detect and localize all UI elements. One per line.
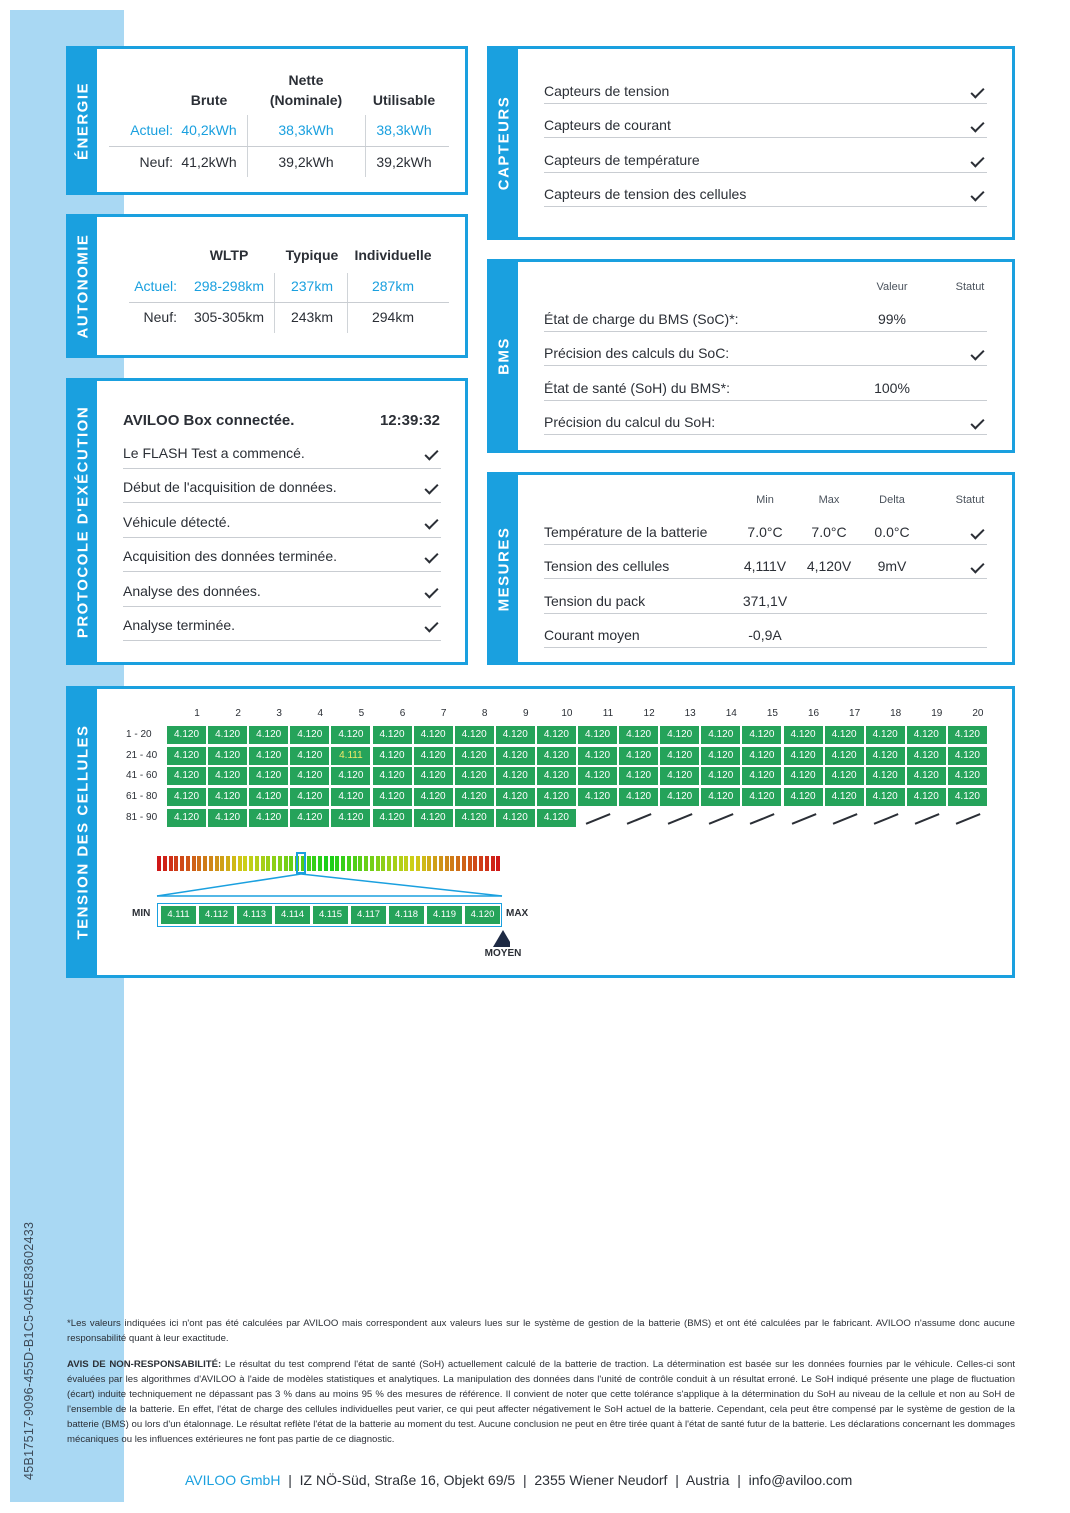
col-wltp: WLTP [209,247,249,263]
cell-voltage: 4.120 [414,809,453,827]
mesures-col-statut: Statut [955,494,985,506]
mesures-row-label: Température de la batterie [544,524,708,540]
cell-voltage: 4.120 [290,788,329,806]
cell-column-number: 20 [972,708,984,719]
scale-value: 4.112 [199,906,234,924]
footnote-bms: *Les valeurs indiquées ici n'ont pas été calculées par AVILOO mais correspondent aux valeurs lues sur le système de gestion de la batterie (BMS) et ont été calculées par le fabricant. AVILOO n'assume donc aucune responsabilité quant à leur exactitude. [67,1318,1015,1344]
cell-voltage: 4.120 [701,767,740,785]
check-icon [424,515,438,529]
capteurs-panel [487,46,1015,240]
protocole-title: PROTOCOLE D'EXÉCUTION [74,405,92,638]
col-nette-nominale: (Nominale) [269,92,343,108]
protocole-step: Analyse des données. [123,583,261,599]
scale-moyen-label: MOYEN [484,948,522,959]
cell-voltage: 4.120 [537,767,576,785]
cell-voltage: 4.120 [866,788,905,806]
cell-voltage: 4.120 [496,726,535,744]
capteur-item: Capteurs de courant [544,117,671,133]
cell-voltage: 4.120 [455,726,494,744]
autonomie-actuel-wltp: 298-298km [193,278,265,294]
cell-voltage: 4.120 [373,726,412,744]
cell-voltage: 4.120 [208,767,247,785]
cell-voltage: 4.120 [414,788,453,806]
bms-row-label: Précision des calculs du SoC: [544,345,730,361]
document-id: 45B17517-9096-455D-B1C5-045E83602433 [22,1221,36,1480]
cell-voltage: 4.120 [619,788,658,806]
cell-voltage: 4.120 [455,747,494,765]
energie-actuel-utilisable: 38,3kWh [376,122,432,138]
scale-min-label: MIN [132,908,151,919]
capteur-item: Capteurs de température [544,152,700,168]
autonomie-title: AUTONOMIE [74,233,92,339]
protocole-step: Début de l'acquisition de données. [123,479,337,495]
row-neuf-label: Neuf: [139,154,173,170]
cell-voltage: 4.120 [660,788,699,806]
cell-voltage: 4.120 [578,747,617,765]
cell-voltage: 4.120 [907,747,946,765]
check-icon [970,525,984,539]
cell-column-number: 10 [561,708,573,719]
autonomie-actuel-typique: 237km [290,278,334,294]
cell-voltage: 4.120 [784,767,823,785]
check-icon [424,480,438,494]
cell-voltage: 4.120 [742,747,781,765]
cell-row-label: 1 - 20 [126,729,152,740]
cell-voltage: 4.120 [578,726,617,744]
cell-voltage: 4.120 [373,788,412,806]
cell-voltage: 4.120 [784,726,823,744]
cell-voltage: 4.120 [742,726,781,744]
footer-address: | IZ NÖ-Süd, Straße 16, Objekt 69/5 | 2355 Wiener Neudorf | Austria | info@aviloo.com [280,1472,853,1488]
cell-voltage: 4.120 [249,788,288,806]
cell-row-label: 81 - 90 [126,811,158,823]
protocole-time: 12:39:32 [379,412,440,429]
energie-actuel-brute: 40,2kWh [181,122,237,138]
cell-column-number: 7 [440,708,447,719]
cell-column-number: 12 [643,708,655,719]
cell-voltage: 4.120 [660,726,699,744]
cell-voltage: 4.120 [167,809,206,827]
cell-voltage: 4.120 [249,767,288,785]
cell-column-number: 13 [684,708,696,719]
footer-company: AVILOO GmbH [185,1472,281,1488]
cell-column-number: 2 [235,708,241,719]
mesures-col-min: Min [756,494,774,506]
energie-title: ÉNERGIE [74,81,92,160]
capteur-item: Capteurs de tension [544,83,670,99]
cell-column-number: 17 [849,708,861,719]
cell-column-number: 4 [317,708,324,719]
cell-voltage: 4.120 [455,767,494,785]
cell-voltage: 4.120 [290,767,329,785]
cell-voltage: 4.120 [167,747,206,765]
autonomie-neuf-label: Neuf: [143,309,177,325]
check-icon [970,84,984,98]
cell-voltage: 4.120 [660,767,699,785]
protocole-step: Le FLASH Test a commencé. [123,445,305,461]
cell-voltage: 4.120 [414,747,453,765]
scale-value: 4.118 [389,906,424,924]
cell-column-number: 8 [481,708,488,719]
cell-voltage: 4.120 [537,788,576,806]
cell-voltage: 4.120 [414,767,453,785]
cell-voltage: 4.120 [825,747,864,765]
cell-voltage: 4.120 [167,726,206,744]
mesures-pack-value: 371,1V [742,593,788,609]
cell-voltage: 4.120 [455,809,494,827]
cell-voltage: 4.120 [331,788,370,806]
energie-neuf-brute: 41,2kWh [181,154,237,170]
cell-voltage: 4.120 [784,788,823,806]
cell-voltage: 4.120 [907,788,946,806]
cell-voltage: 4.120 [208,788,247,806]
check-icon [970,415,984,429]
cell-voltage: 4.120 [167,767,206,785]
cell-voltage: 4.120 [373,809,412,827]
check-icon [970,118,984,132]
bms-soh-value: 100% [874,380,910,396]
cell-voltage: 4.120 [948,726,987,744]
cell-column-number: 15 [766,708,778,719]
mesures-col-delta: Delta [879,494,905,506]
mesures-title: MESURES [495,526,513,611]
cell-voltage: 4.120 [784,747,823,765]
cell-voltage: 4.120 [578,767,617,785]
col-brute: Brute [190,92,228,108]
cell-voltage: 4.120 [948,767,987,785]
mesures-row-label: Courant moyen [544,627,640,643]
check-icon [970,187,984,201]
disclaimer [67,1357,1015,1447]
col-typique: Typique [285,247,339,263]
cell-voltage: 4.120 [249,809,288,827]
cell-voltage: 4.120 [742,767,781,785]
cell-voltage: 4.120 [208,726,247,744]
cell-voltage: 4.120 [208,747,247,765]
check-icon [424,618,438,632]
cell-voltage: 4.120 [825,767,864,785]
energie-panel [66,46,468,195]
cell-row-label: 61 - 80 [126,791,158,803]
bms-soc-value: 99% [877,311,907,327]
cell-column-number: 16 [807,708,820,719]
cell-row-label: 41 - 60 [126,770,158,782]
cell-voltage: 4.120 [373,747,412,765]
cell-voltage: 4.120 [496,809,535,827]
energie-neuf-utilisable: 39,2kWh [376,154,432,170]
cell-voltage: 4.120 [373,767,412,785]
scale-value: 4.115 [313,906,348,924]
autonomie-actuel-individuelle: 287km [371,278,415,294]
cell-voltage: 4.120 [455,788,494,806]
cell-voltage: 4.120 [249,726,288,744]
disclaimer-text: Le résultat du test comprend l'état de santé (SoH) actuellement calculé de la batterie de traction. La détermination est basée sur les données fournies par le véhicule. Celles-ci sont évaluées par les algorithmes d'AVILOO à l'aide de modèles statistiques et analytiques. La manipulation des données dans l'unité de contrôle conduit à un résultat erroné. Le SoH indiqué présente une plage de fluctuation (écart) induite techniquement ne dépassant pas 3 % dans au moins 95 % des mesures de référence. Il convient de noter que cette tolérance s'applique à la détermination du SoH au niveau de la cellule et non au SoH de l'ensemble de la batterie. En effet, l'état de charge des cellules individuelles peut varier, ce qui peut affecter négativement le SoH actuel de la batterie. Cependant, cela peut être compensé par le système de gestion de la batterie (BMS) ou lors d'un étalonnage. Le résultat reflète l'état de la batterie au moment du test. Aucune conclusion ne peut en être tirée quant à l'état de santé futur de la batterie. Les déclarations concernant les dommages mécaniques ou les influences extérieures ne font pas partie de ce diagnostic. [67,1359,1015,1445]
cell-voltage: 4.120 [537,809,576,827]
scale-value: 4.117 [351,906,386,924]
cell-voltage: 4.120 [619,767,658,785]
scale-value: 4.111 [161,906,196,924]
cell-voltage: 4.111 [331,747,370,765]
autonomie-neuf-typique: 243km [290,309,334,325]
check-icon [424,549,438,563]
mesures-temp-min: 7.0°C [747,524,783,540]
energie-neuf-nette: 39,2kWh [278,154,334,170]
cellules-title: TENSION DES CELLULES [74,724,92,940]
scale-value: 4.113 [237,906,272,924]
capteur-item: Capteurs de tension des cellules [544,186,747,202]
bms-row-label: État de charge du BMS (SoC)*: [544,311,739,327]
cell-voltage: 4.120 [825,726,864,744]
cell-voltage: 4.120 [167,788,206,806]
scale-value: 4.120 [465,906,500,924]
cell-voltage: 4.120 [742,788,781,806]
mesures-row-label: Tension des cellules [544,558,670,574]
cell-column-number: 9 [523,708,529,719]
col-nette: Nette [288,72,324,88]
bms-row-label: État de santé (SoH) du BMS*: [544,380,730,396]
check-icon [424,446,438,460]
cell-voltage: 4.120 [578,788,617,806]
energie-actuel-nette: 38,3kWh [278,122,334,138]
disclaimer-title: AVIS DE NON-RESPONSABILITÉ: [67,1359,222,1370]
col-individuelle: Individuelle [354,247,432,263]
cell-voltage: 4.120 [208,809,247,827]
cell-voltage: 4.120 [825,788,864,806]
cell-voltage: 4.120 [866,747,905,765]
cell-voltage: 4.120 [660,747,699,765]
cell-voltage: 4.120 [496,747,535,765]
cell-voltage: 4.120 [701,747,740,765]
cell-row-label: 21 - 40 [126,749,158,761]
cell-voltage: 4.120 [331,767,370,785]
cell-voltage: 4.120 [948,747,987,765]
check-icon [970,559,984,573]
protocole-header: AVILOO Box connectée. [123,412,295,429]
mesures-temp-max: 7.0°C [811,524,847,540]
mesures-cell-delta: 9mV [877,558,907,574]
protocole-step: Véhicule détecté. [123,514,231,530]
mesures-panel [487,472,1015,665]
check-icon [970,346,984,360]
cell-voltage: 4.120 [537,747,576,765]
mesures-cell-max: 4,120V [806,558,852,574]
cell-voltage: 4.120 [331,726,370,744]
capteurs-title: CAPTEURS [495,95,513,191]
col-utilisable: Utilisable [372,92,436,108]
bms-panel [487,259,1015,453]
cell-voltage: 4.120 [907,767,946,785]
scale-value: 4.119 [427,906,462,924]
mesures-temp-delta: 0.0°C [874,524,910,540]
cell-voltage: 4.120 [290,726,329,744]
cell-voltage: 4.120 [414,726,453,744]
check-icon [970,153,984,167]
cell-column-number: 11 [602,708,614,719]
cell-voltage: 4.120 [331,809,370,827]
cell-voltage: 4.120 [537,726,576,744]
autonomie-neuf-individuelle: 294km [371,309,415,325]
cell-voltage: 4.120 [619,726,658,744]
cell-voltage: 4.120 [496,767,535,785]
scale-max-label: MAX [506,908,529,919]
cell-voltage: 4.120 [619,747,658,765]
protocole-step: Acquisition des données terminée. [123,548,338,564]
footer [185,1472,852,1488]
bms-col-valeur: Valeur [876,281,908,293]
mesures-cell-min: 4,111V [743,558,787,574]
cell-column-number: 1 [194,708,200,719]
autonomie-actuel-label: Actuel: [134,278,177,294]
cell-voltage: 4.120 [290,747,329,765]
cell-column-number: 6 [399,708,406,719]
cell-voltage: 4.120 [496,788,535,806]
cell-column-number: 19 [931,708,943,719]
cell-voltage: 4.120 [948,788,987,806]
check-icon [424,584,438,598]
cell-column-number: 3 [276,708,282,719]
bms-title: BMS [495,337,513,375]
voltage-scale [157,903,502,927]
cell-voltage: 4.120 [866,767,905,785]
autonomie-neuf-wltp: 305-305km [193,309,265,325]
mesures-row-label: Tension du pack [544,593,646,609]
bms-col-statut: Statut [955,281,985,293]
cell-voltage: 4.120 [866,726,905,744]
scale-value: 4.114 [275,906,310,924]
cell-voltage: 4.120 [249,747,288,765]
cell-voltage: 4.120 [290,809,329,827]
protocole-panel [66,378,468,665]
autonomie-panel [66,214,468,358]
cell-column-number: 14 [725,708,737,719]
mesures-current-value: -0,9A [748,627,782,643]
cell-voltage: 4.120 [907,726,946,744]
cell-voltage: 4.120 [701,726,740,744]
cell-voltage: 4.120 [701,788,740,806]
cell-column-number: 5 [358,708,365,719]
cell-column-number: 18 [890,708,902,719]
mesures-col-max: Max [818,494,840,506]
row-actuel-label: Actuel: [130,122,173,138]
protocole-step: Analyse terminée. [123,617,236,633]
bms-row-label: Précision du calcul du SoH: [544,414,716,430]
